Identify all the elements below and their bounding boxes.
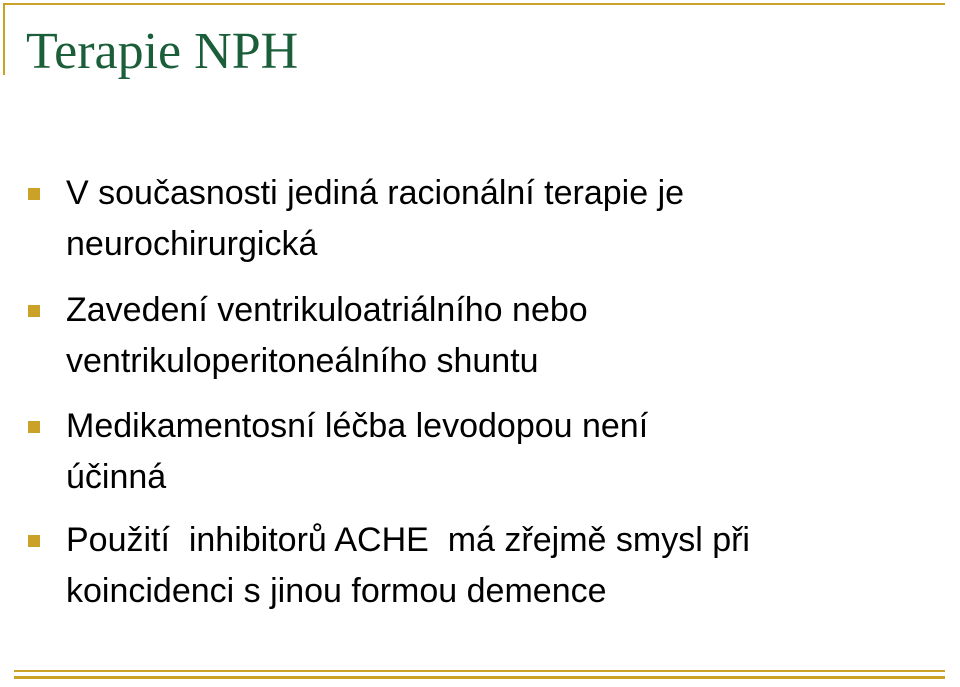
bullet-line: účinná — [66, 458, 167, 496]
bullet-text — [66, 401, 956, 503]
top-divider — [3, 3, 945, 5]
square-bullet-icon — [28, 535, 40, 547]
bullet-text — [66, 168, 956, 270]
bullet-line: Zavedení ventrikuloatriálního nebo — [66, 291, 588, 329]
bullet-line: neurochirurgická — [66, 225, 318, 263]
square-bullet-icon — [28, 421, 40, 433]
square-bullet-icon — [28, 188, 40, 200]
bullet-line: koincidenci s jinou formou demence — [66, 572, 607, 610]
bullet-text — [66, 515, 956, 617]
square-bullet-icon — [28, 305, 40, 317]
bottom-divider-thick — [14, 676, 945, 679]
bullet-line: Medikamentosní léčba levodopou není — [66, 407, 649, 445]
left-accent-line — [3, 3, 5, 75]
bullet-line: ventrikuloperitoneálního shuntu — [66, 342, 539, 380]
bottom-divider-thin — [14, 670, 945, 672]
bullet-line: V současnosti jediná racionální terapie je — [66, 174, 685, 212]
bullet-line: Použití inhibitorů ACHE má zřejmě smysl při — [66, 521, 750, 559]
bullet-text — [66, 285, 956, 387]
slide-title: Terapie NPH — [26, 23, 299, 80]
